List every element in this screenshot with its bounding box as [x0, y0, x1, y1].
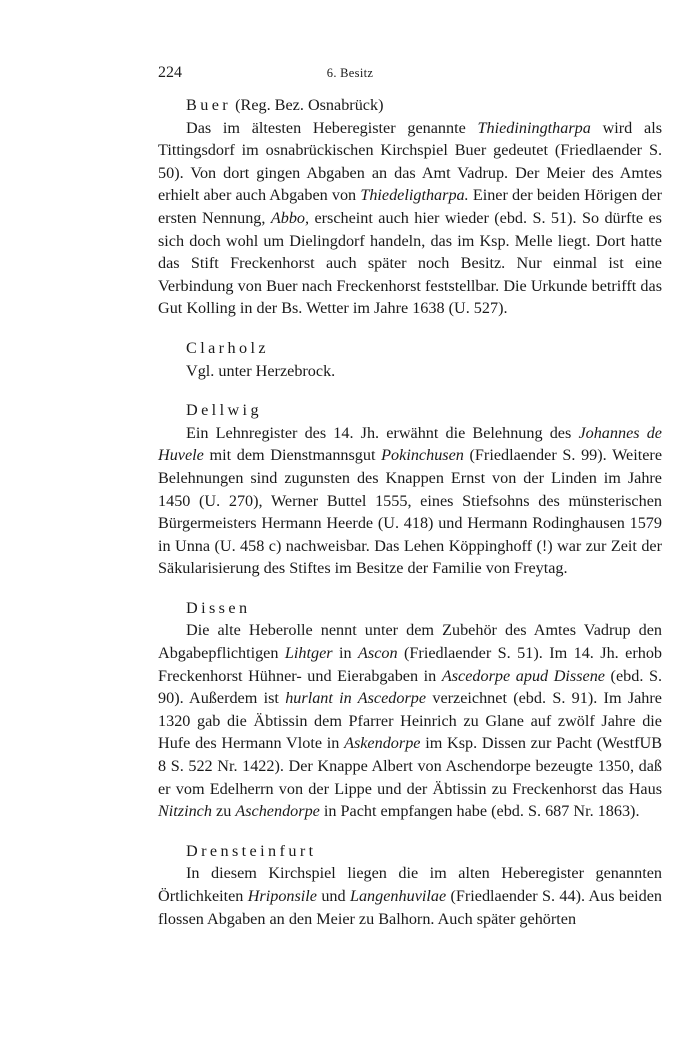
- section-gap: [158, 580, 662, 597]
- section-heading-buer: [158, 94, 662, 117]
- paragraph-dissen: [158, 619, 662, 822]
- italic-place-name: Thiedeligtharpa.: [360, 186, 469, 205]
- heading-name: Dissen: [186, 598, 251, 617]
- heading-name: Drensteinfurt: [186, 841, 317, 860]
- text-run: verzeichnet (ebd. S. 91). Im Jahre 1320 gab die Äbtissin dem Pfarrer Heinrich zu Glane auf zwölf Jahre die Hufe des Hermann Vlote in: [158, 689, 662, 753]
- section-dissen: [158, 597, 662, 823]
- section-gap: [158, 382, 662, 399]
- text-run: im Ksp. Dissen zur Pacht (WestfUB 8 S. 522 Nr. 1422). Der Knappe Albert von Aschendorpe bezeugte 1350, daß er vom Edelherrn von der Lippe und der Äbtissin zu Freckenhorst das Haus: [158, 734, 662, 798]
- section-heading-dissen: [158, 597, 662, 620]
- text-run: erscheint auch hier wieder (ebd. S. 51). So dürfte es sich doch wohl um Dielingdorf handeln, das im Ksp. Melle liegt. Dort hatte das Stift Freckenhorst auch später noch Besitz. Nur einmal ist eine Verbindung von Buer nach Freckenhorst feststellbar. Die Urkunde betrifft das Gut Kolling in der Bs. Wetter im Jahre 1638 (U. 527).: [158, 208, 662, 318]
- text-run: (ebd. S. 90). Außerdem ist: [158, 666, 663, 708]
- text-run: Ein Lehnregister des 14. Jh. erwähnt die Belehnung des: [186, 423, 579, 442]
- italic-place-name: Pokinchusen: [381, 446, 464, 465]
- section-heading-clarholz: [158, 337, 662, 360]
- text-run: Das im ältesten Heberegister genannte: [186, 118, 478, 137]
- section-dellwig: [158, 399, 662, 580]
- italic-place-name: Aschendorpe: [235, 802, 320, 821]
- heading-qualifier: (Reg. Bez. Osnabrück): [231, 96, 384, 114]
- italic-place-name: Ascon: [358, 644, 398, 663]
- page-header: [158, 64, 542, 86]
- italic-place-name: Thiediningtharpa: [477, 118, 591, 137]
- text-run: (Friedlaender S. 44). Aus beiden flossen Abgaben an den Meier zu Balhorn. Auch später gehörten: [158, 887, 663, 928]
- running-head: 6. Besitz: [326, 66, 374, 80]
- italic-place-name: hurlant in Ascedorpe: [285, 689, 427, 708]
- italic-place-name: Ascedorpe apud Dissene: [441, 666, 605, 685]
- text-run: in: [332, 644, 359, 663]
- paragraph-buer: [158, 117, 662, 320]
- paragraph-dellwig: [158, 422, 662, 580]
- italic-place-name: Langenhuvilae: [349, 887, 447, 905]
- italic-person-name: Lihtger: [284, 644, 333, 663]
- text-run: wird als Tittingsdorf im osnabrückischen Kirchspiel Buer gedeutet (Friedlaender S. 50). Von dort gingen Abgaben an das Amt Vadrup. Der Meier des Amtes erhielt aber auch Abgaben von: [158, 118, 662, 205]
- heading-name: Clarholz: [186, 338, 269, 357]
- italic-place-name: Askendorpe: [344, 734, 421, 753]
- section-gap: [158, 320, 662, 337]
- text-run: Einer der beiden Hörigen der ersten Nennung,: [158, 186, 662, 227]
- text-run: mit dem Dienstmannsgut: [203, 446, 382, 465]
- page-body: [158, 94, 662, 930]
- text-run: In diesem Kirchspiel liegen die im alten Heberegister genannten Örtlichkeiten: [158, 864, 662, 905]
- text-run: (Friedlaender S. 51). Im 14. Jh. erhob Freckenhorst Hühner- und Eierabgaben in: [158, 644, 663, 685]
- heading-name: Dellwig: [186, 401, 262, 420]
- italic-place-name: Nitzinch: [158, 802, 212, 821]
- text-run: (Friedlaender S. 99). Weitere Belehnungen sind zugunsten des Knappen Ernst von der Linden im Jahre 1450 (U. 270), Werner Buttel 1555, eines Stiefsohns des münsterischen Bürgermeisters Hermann Heerde (U. 418) und Hermann Rodinghausen 1579 in Unna (U. 458 c) nachweisbar. Das Lehen Köppinghoff (!) war zur Zeit der Säkularisierung des Stiftes im Besitze der Familie von Freytag.: [158, 446, 663, 578]
- section-clarholz: [158, 337, 662, 382]
- section-heading-drensteinfurt: [158, 840, 662, 863]
- section-drensteinfurt: [158, 840, 662, 930]
- italic-place-name: Hriponsile: [247, 887, 317, 905]
- heading-name: Buer: [186, 96, 232, 114]
- section-buer: [158, 94, 662, 320]
- section-gap: [158, 823, 662, 840]
- paragraph-drensteinfurt: [158, 862, 662, 930]
- text-run: zu: [211, 802, 236, 821]
- cross-reference: Vgl. unter Herzebrock.: [186, 361, 336, 380]
- text-run: und: [316, 887, 350, 905]
- page-number: 224: [158, 64, 182, 81]
- section-heading-dellwig: [158, 399, 662, 422]
- italic-person-name: Johannes de Huvele: [158, 423, 662, 465]
- italic-person-name: Abbo,: [270, 208, 310, 227]
- text-run: Die alte Heberolle nennt unter dem Zubehör des Amtes Vadrup den Abgabepflichtigen: [158, 621, 662, 663]
- text-run: in Pacht empfangen habe (ebd. S. 687 Nr. 1863).: [319, 802, 640, 821]
